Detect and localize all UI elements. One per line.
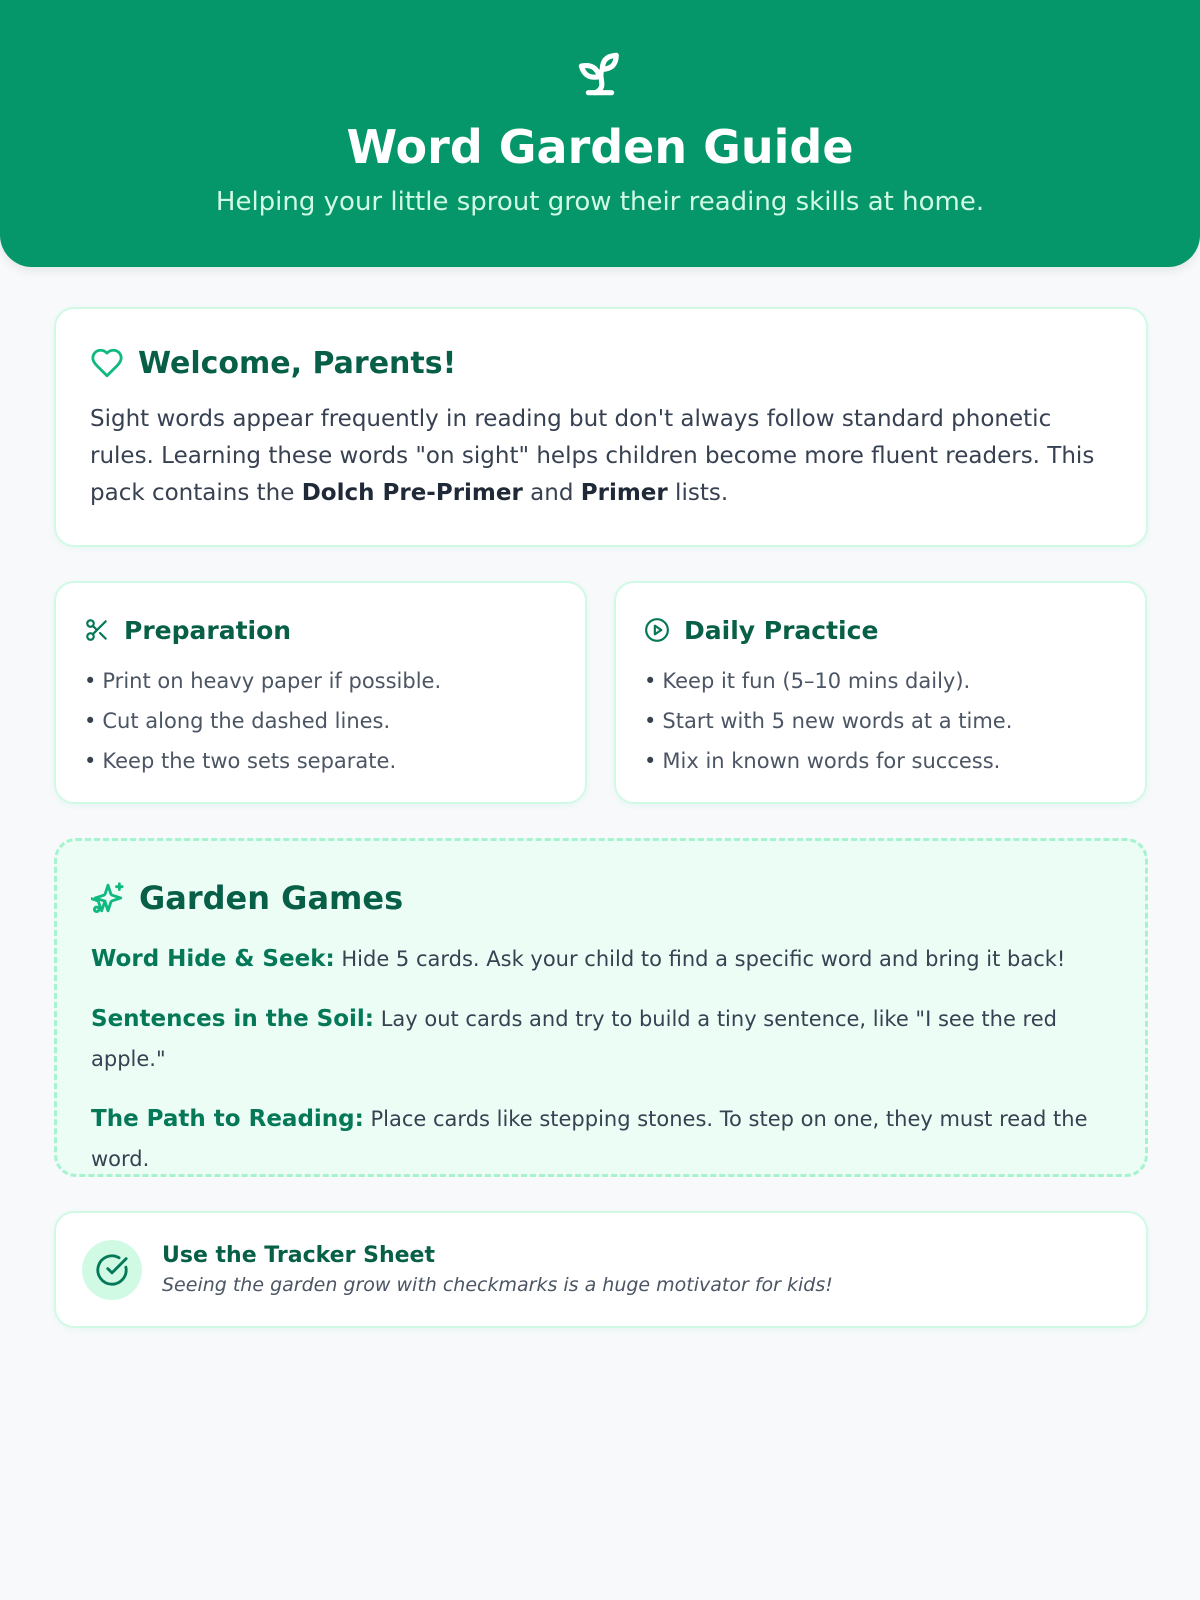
games-title: Garden Games — [139, 879, 404, 917]
list-item: • Keep the two sets separate. — [84, 745, 557, 785]
game-item — [91, 999, 1111, 1079]
scissors-icon — [84, 617, 110, 643]
list-item: • Mix in known words for success. — [644, 745, 1117, 785]
welcome-text-part: Sight words appear frequently in reading but don't always follow standard phonetic rules. Learning these words "on sight" helps children become more fluent readers. This pack contains the — [90, 406, 1095, 506]
daily-practice-list — [644, 665, 1117, 785]
page-title: Word Garden Guide — [346, 120, 854, 174]
list-item: • Keep it fun (5–10 mins daily). — [644, 665, 1117, 705]
game-item — [91, 939, 1111, 979]
tracker-card — [54, 1211, 1148, 1328]
games-title-row — [91, 877, 1111, 919]
preparation-card — [54, 581, 587, 804]
welcome-card — [54, 307, 1148, 547]
preparation-title: Preparation — [124, 615, 292, 645]
welcome-bold-primer: Primer — [580, 480, 668, 506]
game-name: Word Hide & Seek: — [91, 946, 335, 972]
game-description: Place cards like stepping stones. To step on one, they must read the word. — [91, 1107, 1088, 1171]
welcome-text — [90, 401, 1112, 512]
welcome-bold-preprimer: Dolch Pre-Primer — [301, 480, 523, 506]
game-name: The Path to Reading: — [91, 1106, 364, 1132]
game-item — [91, 1099, 1111, 1179]
game-description: Lay out cards and try to build a tiny sentence, like "I see the red apple." — [91, 1007, 1057, 1071]
welcome-text-part: and — [522, 480, 581, 506]
page-subtitle: Helping your little sprout grow their reading skills at home. — [215, 187, 985, 217]
sparkles-icon — [91, 881, 125, 915]
welcome-title: Welcome, Parents! — [138, 345, 457, 381]
tracker-icon-badge — [82, 1240, 142, 1300]
game-description: Hide 5 cards. Ask your child to find a specific word and bring it back! — [334, 947, 1066, 971]
list-item: • Print on heavy paper if possible. — [84, 665, 557, 705]
welcome-text-part: lists. — [667, 480, 729, 506]
garden-games-section — [54, 838, 1148, 1177]
preparation-title-row — [84, 611, 557, 649]
sprout-icon — [572, 44, 628, 104]
list-item: • Cut along the dashed lines. — [84, 705, 557, 745]
tracker-text — [162, 1243, 833, 1296]
daily-practice-card — [614, 581, 1147, 804]
play-circle-icon — [644, 617, 670, 643]
tracker-title: Use the Tracker Sheet — [162, 1243, 435, 1268]
daily-practice-title-row — [644, 611, 1117, 649]
preparation-list — [84, 665, 557, 785]
welcome-title-row — [90, 343, 1112, 383]
game-name: Sentences in the Soil: — [91, 1006, 375, 1032]
tracker-note: Seeing the garden grow with checkmarks is a huge motivator for kids! — [162, 1274, 833, 1296]
daily-practice-title: Daily Practice — [684, 615, 879, 645]
list-item: • Start with 5 new words at a time. — [644, 705, 1117, 745]
page-header — [0, 0, 1200, 267]
check-circle-icon — [95, 1253, 129, 1287]
heart-icon — [90, 346, 124, 380]
